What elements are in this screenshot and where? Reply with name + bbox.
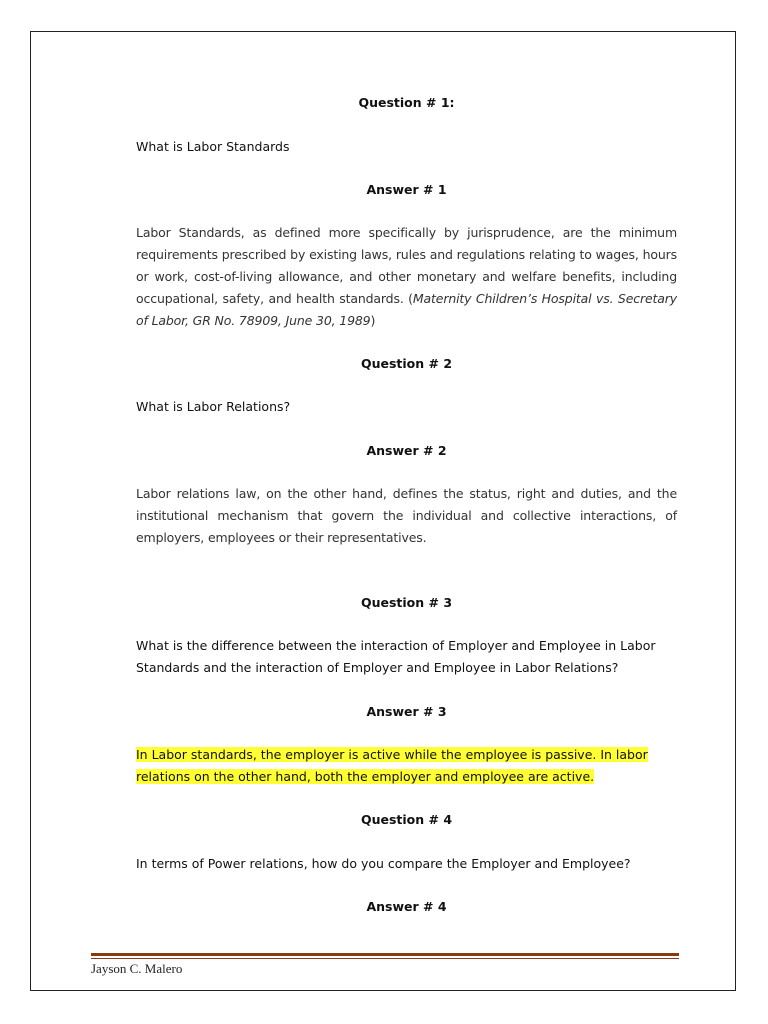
- question-2-text: What is Labor Relations?: [136, 399, 291, 414]
- answer-3-highlight-line-1: In Labor standards, the employer is active while the employee is passive. In labor: [136, 747, 648, 762]
- question-4-heading: Question # 4: [360, 812, 453, 827]
- answer-3-highlight-line-2: relations on the other hand, both the employer and employee are active.: [136, 769, 595, 784]
- question-1-heading: Question # 1:: [358, 95, 455, 110]
- answer-2-text: Labor relations law, on the other hand, defines the status, right and duties, and the institutional mechanism that govern the individual and collective interactions, of employers, employees or their representatives.: [136, 486, 677, 545]
- answer-1-main: Labor Standards, as defined more specifically by jurisprudence, are the minimum requirements prescribed by existing laws, rules and regulations relating to wages, hours or work, cost-of-living allowance, and other monetary and welfare benefits, including occupational, safety, and health standards. (: [136, 225, 677, 306]
- answer-1-citation: Maternity Children’s Hospital vs. Secretary of Labor, GR No. 78909, June 30, 1989: [136, 291, 677, 328]
- footer-rule-thick: [91, 953, 679, 956]
- answer-1-text: [136, 222, 677, 332]
- question-2-heading: Question # 2: [360, 356, 453, 371]
- answer-1-end: ): [370, 313, 376, 328]
- answer-4-heading: Answer # 4: [366, 899, 447, 914]
- question-3-text: What is the difference between the interaction of Employer and Employee in Labor Standards and the interaction of Employer and Employee in Labor Relations?: [136, 638, 656, 675]
- footer-author: Jayson C. Malero: [91, 961, 183, 976]
- question-3-heading: Question # 3: [360, 595, 453, 610]
- answer-2-heading: Answer # 2: [366, 443, 447, 458]
- question-1-text: What is Labor Standards: [136, 139, 290, 154]
- footer-rule-thin: [91, 958, 679, 959]
- answer-3-heading: Answer # 3: [366, 704, 447, 719]
- answer-1-heading: Answer # 1: [366, 182, 447, 197]
- document-page: [30, 31, 736, 991]
- answer-3-text: [136, 744, 696, 788]
- question-4-text: In terms of Power relations, how do you compare the Employer and Employee?: [136, 856, 631, 871]
